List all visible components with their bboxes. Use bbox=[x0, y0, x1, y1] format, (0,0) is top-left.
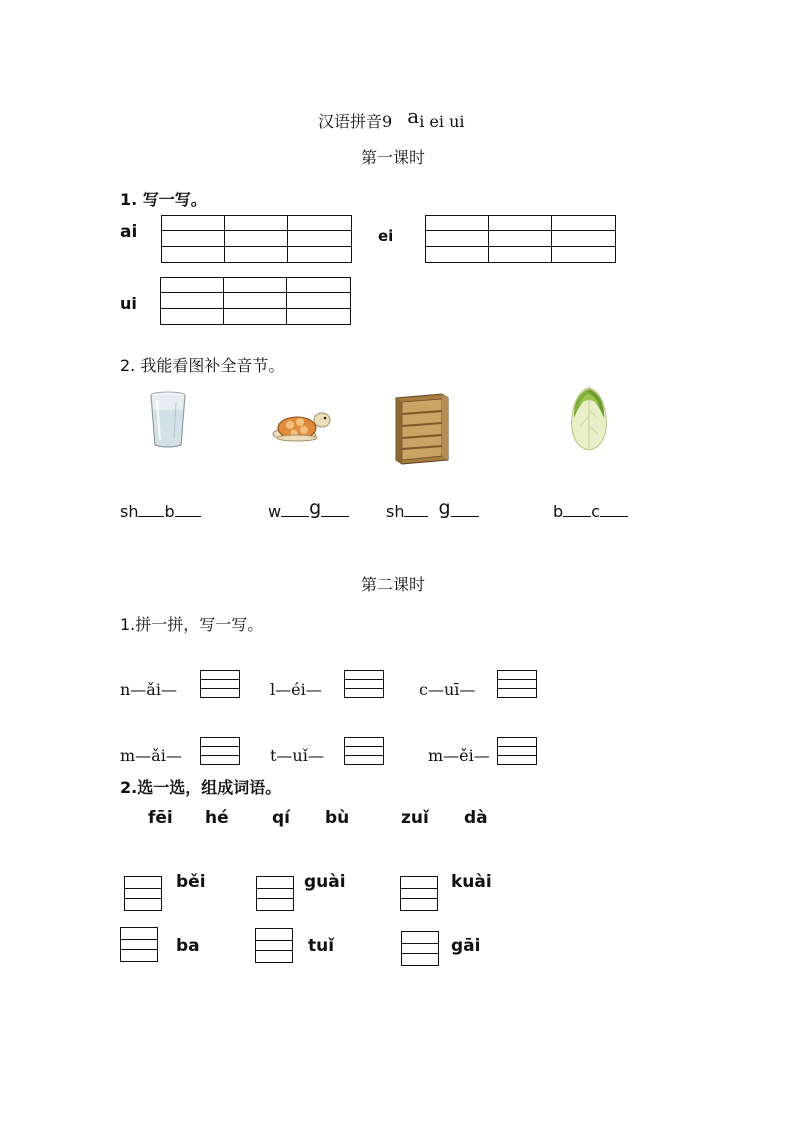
lesson1-heading: 第一课时 bbox=[361, 148, 426, 167]
choice-word[interactable]: bù bbox=[325, 808, 350, 828]
blank[interactable] bbox=[563, 502, 591, 517]
lesson2-heading: 第二课时 bbox=[361, 575, 426, 594]
answer-box[interactable] bbox=[497, 737, 537, 765]
syllable-part: g bbox=[309, 497, 322, 519]
syllable-cabbage bbox=[553, 502, 628, 520]
title-text: 汉语拼音9 bbox=[318, 112, 393, 131]
word-pinyin: kuài bbox=[451, 872, 492, 892]
syllable-part: sh bbox=[120, 502, 139, 521]
word-box[interactable] bbox=[120, 927, 158, 962]
label-ei: ei bbox=[378, 227, 394, 245]
blank[interactable] bbox=[404, 502, 428, 517]
answer-box[interactable] bbox=[344, 737, 384, 765]
spell-item: m—ěi— bbox=[428, 746, 490, 765]
answer-box[interactable] bbox=[497, 670, 537, 698]
lesson2-question-2: 2.选一选，组成词语。 bbox=[120, 778, 282, 797]
word-pinyin: ba bbox=[176, 936, 200, 956]
turtle-image bbox=[270, 408, 332, 444]
blank[interactable] bbox=[175, 502, 201, 517]
blank[interactable] bbox=[451, 502, 479, 517]
lesson1-question-1: 1. 写一写。 bbox=[120, 190, 207, 209]
answer-box[interactable] bbox=[200, 670, 240, 698]
choice-word[interactable]: zuǐ bbox=[401, 808, 429, 828]
word-box[interactable] bbox=[401, 931, 439, 966]
label-ui: ui bbox=[120, 294, 137, 313]
choice-word[interactable]: dà bbox=[464, 808, 488, 828]
syllable-part: b bbox=[553, 502, 564, 521]
spell-item: l—éi— bbox=[270, 680, 322, 699]
drinking-glass-image bbox=[148, 390, 188, 450]
syllable-part: g bbox=[438, 497, 451, 519]
syllable-part: w bbox=[268, 502, 282, 521]
syllable-part: sh bbox=[386, 502, 405, 521]
label-ai: ai bbox=[120, 222, 138, 242]
spell-item: n—ǎi— bbox=[120, 680, 177, 699]
blank[interactable] bbox=[281, 502, 309, 517]
choice-word[interactable]: qí bbox=[272, 808, 290, 828]
spell-item: t—uǐ— bbox=[270, 746, 324, 765]
word-box[interactable] bbox=[255, 928, 293, 963]
writing-grid-ei[interactable] bbox=[425, 215, 616, 263]
writing-grid-ui[interactable] bbox=[160, 277, 351, 325]
cabbage-image bbox=[566, 386, 612, 452]
syllable-part: b bbox=[164, 502, 175, 521]
bookshelf-image bbox=[392, 390, 452, 466]
syllable-part: c bbox=[591, 502, 600, 521]
blank[interactable] bbox=[600, 502, 628, 517]
page-title bbox=[318, 104, 465, 131]
word-pinyin: gāi bbox=[451, 936, 481, 956]
lesson2-question-1: 1.拼一拼，写一写。 bbox=[120, 615, 264, 634]
word-pinyin: guài bbox=[304, 872, 346, 892]
word-pinyin: tuǐ bbox=[308, 936, 335, 956]
syllable-turtle bbox=[268, 497, 349, 521]
spell-item: c—uī— bbox=[419, 680, 476, 699]
choice-word[interactable]: fēi bbox=[148, 808, 173, 828]
syllable-bookshelf bbox=[386, 497, 479, 521]
choice-word[interactable]: hé bbox=[205, 808, 229, 828]
title-pinyin-rest: i ei ui bbox=[419, 112, 465, 131]
answer-box[interactable] bbox=[344, 670, 384, 698]
word-box[interactable] bbox=[400, 876, 438, 911]
word-box[interactable] bbox=[256, 876, 294, 911]
writing-grid-ai[interactable] bbox=[161, 215, 352, 263]
word-pinyin: běi bbox=[176, 872, 206, 892]
syllable-glass bbox=[120, 502, 201, 520]
word-box[interactable] bbox=[124, 876, 162, 911]
spell-item: m—ǎi— bbox=[120, 746, 182, 765]
lesson1-question-2: 2. 我能看图补全音节。 bbox=[120, 356, 285, 375]
title-pinyin-a: a bbox=[407, 104, 420, 128]
blank[interactable] bbox=[138, 502, 164, 517]
answer-box[interactable] bbox=[200, 737, 240, 765]
blank[interactable] bbox=[321, 502, 349, 517]
